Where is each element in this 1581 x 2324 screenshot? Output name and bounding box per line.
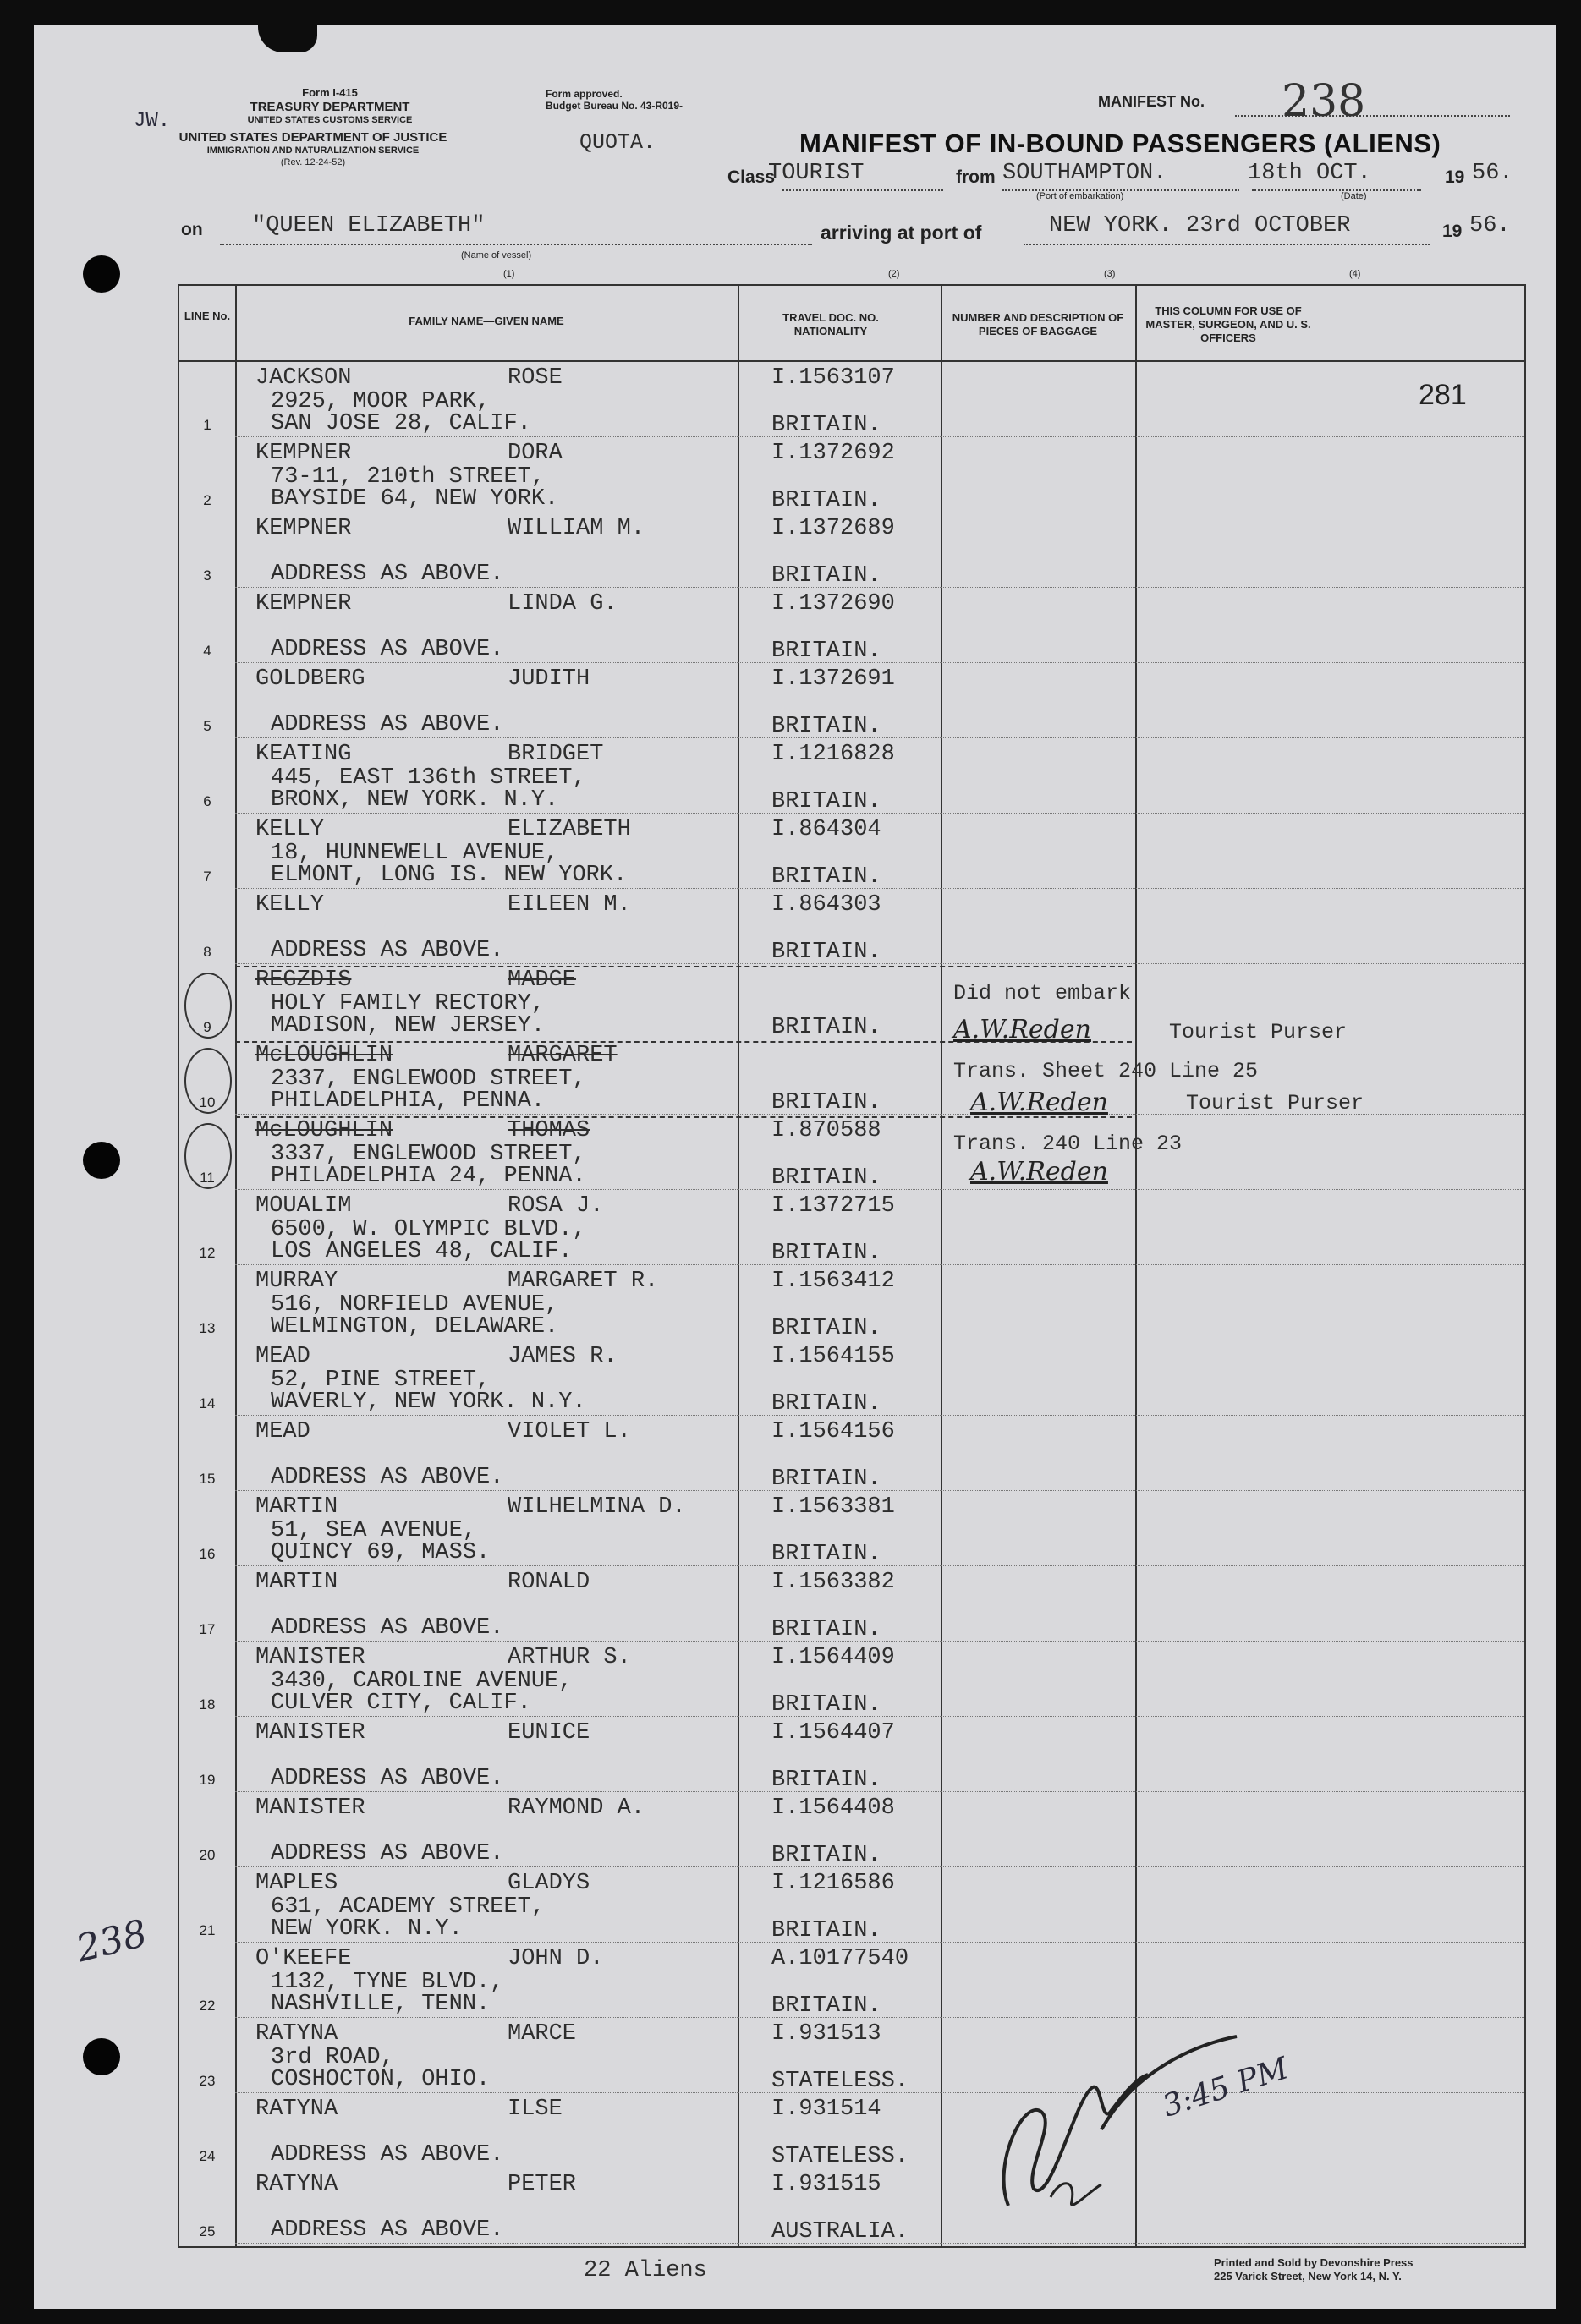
- given-name: RAYMOND A.: [508, 1795, 645, 1821]
- given-name: MARGARET R.: [508, 1269, 659, 1294]
- travel-doc-number: I.1372692: [771, 441, 895, 466]
- address-line-2: BRONX, NEW YORK. N.Y.: [271, 787, 559, 813]
- col-num-2: (2): [888, 269, 900, 279]
- line-number: 15: [199, 1471, 216, 1487]
- date-line: [1252, 189, 1421, 191]
- table-row: [179, 1867, 1524, 1943]
- manifest-no-value: 238: [1282, 76, 1366, 127]
- address-line-2: LOS ANGELES 48, CALIF.: [271, 1239, 573, 1264]
- nationality: BRITAIN.: [771, 1993, 881, 2019]
- table-row: [179, 588, 1524, 663]
- given-name: JUDITH: [508, 666, 590, 692]
- purser-label-1: Tourist Purser: [1169, 1020, 1348, 1044]
- address-line-1: 6500, W. OLYMPIC BLVD.,: [271, 1217, 586, 1242]
- table-row: [179, 1943, 1524, 2018]
- family-name: KEMPNER: [255, 516, 352, 541]
- col-num-3: (3): [1104, 269, 1116, 279]
- table-row: [179, 1115, 1524, 1190]
- given-name: DORA: [508, 441, 563, 466]
- officer-stamp: 281: [1419, 379, 1467, 411]
- line-number: 14: [199, 1395, 216, 1411]
- nationality: BRITAIN.: [771, 1316, 881, 1341]
- family-name: RATYNA: [255, 2021, 338, 2047]
- given-name: ARTHUR S.: [508, 1645, 631, 1670]
- family-name: KEMPNER: [255, 591, 352, 617]
- line-number: 8: [203, 944, 211, 960]
- nationality: BRITAIN.: [771, 1015, 881, 1040]
- arrival-value: NEW YORK. 23rd OCTOBER: [1049, 213, 1351, 238]
- address-line-2: ADDRESS AS ABOVE.: [271, 562, 504, 587]
- nationality: STATELESS.: [771, 2144, 909, 2169]
- address-line-1: 52, PINE STREET,: [271, 1368, 491, 1393]
- from-label: from: [956, 167, 996, 187]
- table-row: [179, 2093, 1524, 2168]
- line-number: 16: [199, 1546, 216, 1562]
- travel-doc-number: I.1564155: [771, 1344, 895, 1369]
- vessel-caption: (Name of vessel): [461, 250, 532, 260]
- line-number: 17: [199, 1621, 216, 1637]
- address-line-2: ADDRESS AS ABOVE.: [271, 938, 504, 963]
- cancel-line: [235, 966, 1132, 967]
- nationality: BRITAIN.: [771, 1617, 881, 1642]
- ins-service: IMMIGRATION AND NATURALIZATION SERVICE: [206, 145, 420, 156]
- travel-doc-number: I.1372690: [771, 591, 895, 617]
- family-name: MARTIN: [255, 1570, 338, 1595]
- line-circle-mark: [184, 1048, 232, 1114]
- address-line-2: COSHOCTON, OHIO.: [271, 2067, 491, 2092]
- address-line-2: PHILADELPHIA, PENNA.: [271, 1088, 546, 1114]
- family-name: MAPLES: [255, 1871, 338, 1896]
- address-line-1: 2925, MOOR PARK,: [271, 389, 491, 414]
- family-name: MOUALIM: [255, 1193, 352, 1219]
- travel-doc-number: I.864303: [771, 892, 881, 918]
- torn-corner: [258, 25, 317, 52]
- travel-doc-number: I.864304: [771, 817, 881, 842]
- family-name: MEAD: [255, 1344, 310, 1369]
- address-line-1: 3337, ENGLEWOOD STREET,: [271, 1142, 586, 1167]
- manifest-no-label: MANIFEST No.: [1098, 93, 1205, 110]
- line-number: 7: [203, 869, 211, 885]
- arriving-label: arriving at port of: [821, 222, 982, 244]
- travel-doc-number: I.1216828: [771, 742, 895, 767]
- nationality: BRITAIN.: [771, 563, 881, 589]
- line-number: 21: [199, 1922, 216, 1938]
- nationality: BRITAIN.: [771, 1692, 881, 1718]
- line-number: 13: [199, 1320, 216, 1336]
- given-name: GLADYS: [508, 1871, 590, 1896]
- line-number: 19: [199, 1772, 216, 1788]
- line-number: 11: [200, 1170, 215, 1186]
- family-name: RATYNA: [255, 2172, 338, 2197]
- address-line-2: WELMINGTON, DELAWARE.: [271, 1314, 559, 1340]
- line-number: 12: [199, 1245, 216, 1261]
- table-row: [179, 1566, 1524, 1642]
- given-name: THOMAS: [508, 1118, 590, 1143]
- address-line-2: ADDRESS AS ABOVE.: [271, 1766, 504, 1791]
- nationality: AUSTRALIA.: [771, 2219, 909, 2245]
- line-number: 18: [199, 1696, 216, 1713]
- address-line-2: ELMONT, LONG IS. NEW YORK.: [271, 863, 628, 888]
- nationality: BRITAIN.: [771, 1090, 881, 1115]
- nationality: BRITAIN.: [771, 1768, 881, 1793]
- time-note: 3:45 PM: [1158, 2051, 1293, 2124]
- alien-total: 22 Aliens: [584, 2258, 707, 2283]
- transfer-note-1: Trans. Sheet 240 Line 25: [953, 1059, 1259, 1083]
- given-name: PETER: [508, 2172, 577, 2197]
- family-name: GOLDBERG: [255, 666, 365, 692]
- arrival-line: [1024, 244, 1430, 245]
- nationality: BRITAIN.: [771, 1843, 881, 1868]
- nationality: BRITAIN.: [771, 1918, 881, 1943]
- travel-doc-number: I.931513: [771, 2021, 881, 2047]
- given-name: EUNICE: [508, 1720, 590, 1746]
- address-line-2: ADDRESS AS ABOVE.: [271, 2217, 504, 2243]
- line-number: 6: [203, 793, 211, 809]
- family-name: JACKSON: [255, 365, 352, 391]
- travel-doc-number: I.1216586: [771, 1871, 895, 1896]
- travel-doc-number: A.10177540: [771, 1946, 909, 1971]
- customs-service: UNITED STATES CUSTOMS SERVICE: [247, 115, 413, 125]
- date-value: 18th OCT.: [1248, 161, 1371, 186]
- address-line-2: ADDRESS AS ABOVE.: [271, 1841, 504, 1866]
- travel-doc-number: I.1564156: [771, 1419, 895, 1444]
- given-name: MARCE: [508, 2021, 577, 2047]
- nationality: BRITAIN.: [771, 1466, 881, 1492]
- family-name: MANISTER: [255, 1720, 365, 1746]
- printer-line-2: 225 Varick Street, New York 14, N. Y.: [1214, 2270, 1402, 2283]
- table-row: [179, 1416, 1524, 1491]
- nationality: BRITAIN.: [771, 639, 881, 664]
- given-name: EILEEN M.: [508, 892, 631, 918]
- table-row: [179, 889, 1524, 964]
- line-number: 1: [203, 417, 211, 433]
- address-line-2: ADDRESS AS ABOVE.: [271, 637, 504, 662]
- family-name: KELLY: [255, 817, 325, 842]
- date-caption: (Date): [1341, 191, 1367, 201]
- from-value: SOUTHAMPTON.: [1002, 161, 1167, 186]
- address-line-1: 51, SEA AVENUE,: [271, 1518, 477, 1543]
- purser-signature-3: A.W.Reden: [970, 1157, 1108, 1187]
- line-number: 25: [199, 2223, 216, 2239]
- address-line-2: PHILADELPHIA 24, PENNA.: [271, 1164, 586, 1189]
- line-number: 22: [199, 1998, 216, 2014]
- did-not-embark-note: Did not embark: [953, 981, 1132, 1006]
- address-line-2: NASHVILLE, TENN.: [271, 1992, 491, 2017]
- address-line-1: 445, EAST 136th STREET,: [271, 765, 586, 791]
- address-line-1: 631, ACADEMY STREET,: [271, 1894, 546, 1920]
- printer-line-1: Printed and Sold by Devonshire Press: [1214, 2256, 1414, 2269]
- address-line-1: 18, HUNNEWELL AVENUE,: [271, 841, 559, 866]
- col-num-4: (4): [1349, 269, 1361, 279]
- address-line-2: NEW YORK. N.Y.: [271, 1916, 463, 1942]
- given-name: MADGE: [508, 967, 577, 993]
- given-name: ILSE: [508, 2097, 563, 2122]
- nationality: BRITAIN.: [771, 413, 881, 438]
- address-line-2: ADDRESS AS ABOVE.: [271, 2142, 504, 2168]
- manifest-page: [34, 25, 1556, 2309]
- given-name: WILHELMINA D.: [508, 1494, 686, 1520]
- initials: JW.: [134, 110, 171, 133]
- passenger-table: [178, 284, 1526, 2248]
- column-header-baggage: NUMBER AND DESCRIPTION OF PIECES OF BAGGAGE: [952, 311, 1124, 337]
- purser-signature-2: A.W.Reden: [970, 1088, 1108, 1117]
- address-line-1: 3rd ROAD,: [271, 2045, 394, 2070]
- nationality: BRITAIN.: [771, 940, 881, 965]
- address-line-2: SAN JOSE 28, CALIF.: [271, 411, 531, 436]
- nationality: BRITAIN.: [771, 789, 881, 814]
- line-number: 2: [203, 492, 211, 508]
- col-num-1: (1): [503, 269, 515, 279]
- line-number: 5: [203, 718, 211, 734]
- family-name: KELLY: [255, 892, 325, 918]
- column-header-doc: TRAVEL DOC. NO. NATIONALITY: [782, 311, 879, 337]
- table-row: [179, 2168, 1524, 2244]
- year-prefix: 19: [1445, 167, 1465, 187]
- family-name: MARTIN: [255, 1494, 338, 1520]
- nationality: BRITAIN.: [771, 488, 881, 513]
- travel-doc-number: I.1563412: [771, 1269, 895, 1294]
- family-name: MANISTER: [255, 1645, 365, 1670]
- address-line-1: 73-11, 210th STREET,: [271, 464, 546, 490]
- table-row: [179, 1265, 1524, 1340]
- address-line-1: 1132, TYNE BLVD.,: [271, 1970, 504, 1995]
- column-header-line-no: LINE No.: [184, 310, 231, 322]
- address-line-2: ADDRESS AS ABOVE.: [271, 712, 504, 737]
- given-name: JAMES R.: [508, 1344, 618, 1369]
- given-name: LINDA G.: [508, 591, 618, 617]
- table-row: [179, 2018, 1524, 2093]
- table-row: [179, 362, 1524, 437]
- table-row: [179, 1642, 1524, 1717]
- address-line-1: HOLY FAMILY RECTORY,: [271, 991, 546, 1017]
- vessel-line: [220, 244, 812, 245]
- address-line-2: WAVERLY, NEW YORK. N.Y.: [271, 1389, 586, 1415]
- given-name: RONALD: [508, 1570, 590, 1595]
- class-label: Class: [727, 167, 776, 187]
- travel-doc-number: I.1564408: [771, 1795, 895, 1821]
- family-name: REGZDIS: [255, 967, 352, 993]
- family-name: KEATING: [255, 742, 352, 767]
- table-row: [179, 663, 1524, 738]
- punch-hole-bottom: [83, 2038, 120, 2075]
- travel-doc-number: I.1564407: [771, 1720, 895, 1746]
- row-separator: [235, 2243, 1524, 2244]
- revision: (Rev. 12-24-52): [280, 157, 346, 167]
- nationality: BRITAIN.: [771, 1391, 881, 1417]
- nationality: BRITAIN.: [771, 1542, 881, 1567]
- table-row: [179, 1190, 1524, 1265]
- family-name: McLOUGHLIN: [255, 1043, 393, 1068]
- year-value: 56.: [1472, 161, 1513, 186]
- family-name: RATYNA: [255, 2097, 338, 2122]
- manifest-no-line: [1235, 115, 1510, 117]
- given-name: MARGARET: [508, 1043, 618, 1068]
- address-line-2: CULVER CITY, CALIF.: [271, 1691, 531, 1716]
- family-name: MANISTER: [255, 1795, 365, 1821]
- address-line-2: MADISON, NEW JERSEY.: [271, 1013, 546, 1039]
- arrival-year-prefix: 19: [1442, 222, 1463, 241]
- purser-label-2: Tourist Purser: [1186, 1091, 1364, 1115]
- address-line-1: 516, NORFIELD AVENUE,: [271, 1292, 559, 1318]
- travel-doc-number: I.1563382: [771, 1570, 895, 1595]
- line-number: 20: [199, 1847, 216, 1863]
- class-value: TOURIST: [768, 161, 865, 186]
- travel-doc-number: I.870588: [771, 1118, 881, 1143]
- class-line: [782, 189, 943, 191]
- treasury-dept: TREASURY DEPARTMENT: [250, 100, 410, 114]
- address-line-2: QUINCY 69, MASS.: [271, 1540, 491, 1565]
- given-name: BRIDGET: [508, 742, 604, 767]
- punch-hole-top: [83, 255, 120, 293]
- on-label: on: [181, 220, 203, 239]
- table-row: [179, 1792, 1524, 1867]
- table-row: [179, 1717, 1524, 1792]
- family-name: MEAD: [255, 1419, 310, 1444]
- transfer-note-2: Trans. 240 Line 23: [953, 1132, 1183, 1156]
- form-number: Form I-415: [302, 86, 358, 99]
- travel-doc-number: I.1563107: [771, 365, 895, 391]
- travel-doc-number: I.1372715: [771, 1193, 895, 1219]
- page-title: MANIFEST OF IN-BOUND PASSENGERS (ALIENS): [799, 129, 1441, 158]
- table-row: [179, 1491, 1524, 1566]
- given-name: WILLIAM M.: [508, 516, 645, 541]
- from-caption: (Port of embarkation): [1036, 191, 1124, 201]
- address-line-1: 2337, ENGLEWOOD STREET,: [271, 1066, 586, 1092]
- given-name: VIOLET L.: [508, 1419, 631, 1444]
- address-line-2: BAYSIDE 64, NEW YORK.: [271, 486, 559, 512]
- given-name: JOHN D.: [508, 1946, 604, 1971]
- line-circle-mark: [184, 973, 232, 1039]
- travel-doc-number: I.1564409: [771, 1645, 895, 1670]
- nationality: BRITAIN.: [771, 1241, 881, 1266]
- table-row: [179, 1340, 1524, 1416]
- travel-doc-number: I.931515: [771, 2172, 881, 2197]
- family-name: O'KEEFE: [255, 1946, 352, 1971]
- family-name: MURRAY: [255, 1269, 338, 1294]
- travel-doc-number: I.1372689: [771, 516, 895, 541]
- budget-bureau: Budget Bureau No. 43-R019-: [546, 100, 683, 112]
- nationality: BRITAIN.: [771, 1165, 881, 1191]
- given-name: ROSE: [508, 365, 563, 391]
- table-row: [179, 512, 1524, 588]
- vessel-value: "QUEEN ELIZABETH": [252, 213, 486, 238]
- nationality: BRITAIN.: [771, 864, 881, 890]
- justice-dept: UNITED STATES DEPARTMENT OF JUSTICE: [178, 130, 447, 145]
- travel-doc-number: I.1372691: [771, 666, 895, 692]
- purser-signature-1: A.W.Reden: [953, 1015, 1091, 1044]
- line-number: 10: [199, 1094, 216, 1110]
- line-number: 3: [203, 567, 211, 584]
- inspector-signature: [974, 1994, 1279, 2214]
- punch-hole-middle: [83, 1142, 120, 1179]
- line-number: 23: [199, 2073, 216, 2089]
- address-line-1: 3430, CAROLINE AVENUE,: [271, 1669, 573, 1694]
- given-name: ELIZABETH: [508, 817, 631, 842]
- nationality: BRITAIN.: [771, 714, 881, 739]
- arrival-year-value: 56.: [1469, 213, 1511, 238]
- margin-number: 238: [72, 1911, 151, 1971]
- line-number: 24: [199, 2148, 216, 2164]
- address-line-2: ADDRESS AS ABOVE.: [271, 1615, 504, 1641]
- line-number: 9: [203, 1019, 211, 1035]
- family-name: KEMPNER: [255, 441, 352, 466]
- nationality: STATELESS.: [771, 2069, 909, 2094]
- line-circle-mark: [184, 1123, 232, 1189]
- travel-doc-number: I.1563381: [771, 1494, 895, 1520]
- family-name: McLOUGHLIN: [255, 1118, 393, 1143]
- column-header-name: FAMILY NAME—GIVEN NAME: [409, 315, 564, 327]
- table-row: [179, 437, 1524, 512]
- column-header-officers: THIS COLUMN FOR USE OF MASTER, SURGEON, AND U. S. OFFICERS: [1145, 304, 1311, 344]
- table-row: [179, 814, 1524, 889]
- form-approved: Form approved.: [546, 88, 623, 100]
- quota-label: QUOTA.: [579, 130, 656, 155]
- given-name: ROSA J.: [508, 1193, 604, 1219]
- travel-doc-number: I.931514: [771, 2097, 881, 2122]
- line-number: 4: [203, 643, 211, 659]
- table-row: [179, 738, 1524, 814]
- address-line-2: ADDRESS AS ABOVE.: [271, 1465, 504, 1490]
